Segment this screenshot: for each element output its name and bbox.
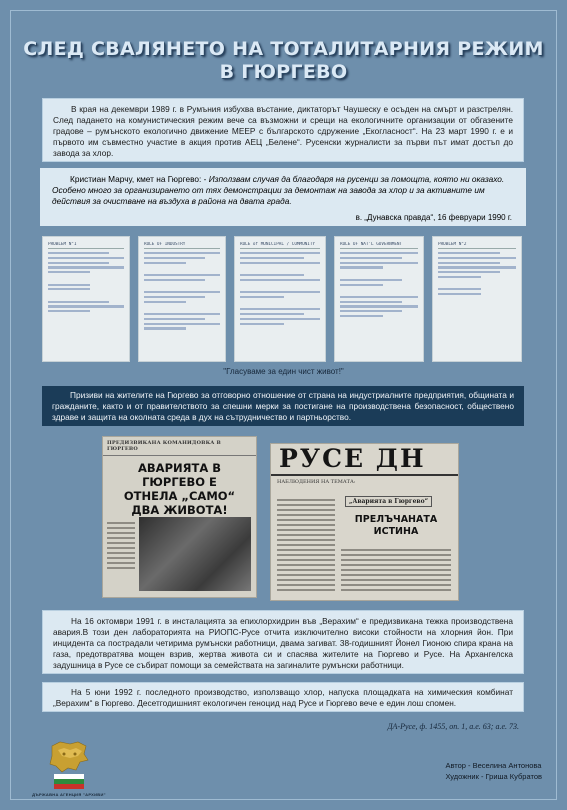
document-card [334,236,424,362]
archive-reference: ДА-Русе, ф. 1455, оп. 1, а.е. 63; а.е. 73. [387,722,519,731]
title-line-1: СЛЕД СВАЛЯНЕТО НА ТОТАЛИТАРНИЯ РЕЖИМ [23,38,544,60]
bulgarian-flag-icon [54,774,84,789]
closing-panel [42,682,524,712]
poster-title [20,38,547,84]
closing-text: На 5 юни 1992 г. последното производство, използващо хлор, напуска площадката на химическия комбинат „Верахим“ в Гюргево. Десетгодишният екологичен геноцид над Русе и Гюргево вече е един лош спомен. [53,687,513,708]
credits [445,760,542,782]
clipping-text-column [277,496,335,594]
quote-body [52,174,514,207]
newspaper-masthead: РУСЕ ДН [271,444,458,476]
clipping-headline-line: АВАРИЯТА В ГЮРГЕВО Е [138,461,221,489]
clipping-text-column [341,546,451,594]
intro-text: В края на декември 1989 г. в Румъния избухва въстание, диктаторът Чаушеску е осъден на смърт и разстрелян. След падането на комунистическия режим вече са възможни и срещи на екологичните организации от обгазените градове – румънското екологично движение МЕЕР с българското сдружение „Екогласност“. На 23 март 1990 г. е и първото им съвместно участие в акция против АЕЦ „Белене“. Русенски журналисти за първи път имат достъп до завода за хлор. [53,104,513,158]
intro-panel [42,98,524,162]
document-header: ROLE of MUNICIPAL / COMMUNITY [240,242,320,249]
document-header: PROBLEM N°2 [438,242,516,249]
newspaper-clipping-accident [102,436,257,598]
documents-caption: "Гласуваме за един чист живот!" [223,367,344,376]
clipping-subtitle: НАБЛЮДЕНИЯ НА ТЕМАТА: [277,479,356,485]
document-card [138,236,226,362]
clipping-headline-line: ОТНЕЛА „САМО“ [123,489,236,503]
document-card [432,236,522,362]
clipping-headline [341,514,451,538]
appeal-text: Призиви на жителите на Гюргево за отговорно отношение от страна на индустриалните предприятия, общината и гражданите, както и от правителството за спешни мерки за постигане на производствена безопасност, обществено здраве и защита на околната среда в дух на сътрудничество и партньорство. [52,390,514,422]
newspaper-clipping-ruse [270,443,459,601]
documents-row [0,236,567,362]
appeal-panel [42,386,524,426]
logo-text: ДЪРЖАВНА АГЕНЦИЯ "АРХИВИ" [32,792,106,797]
clipping-headline-line: ДВА ЖИВОТА! [131,503,228,517]
accident-text: На 16 октомври 1991 г. в инсталацията за епихлорхидрин във „Верахим“ е предизвикана тежка производствена авария.В този ден лабораторията на РИОПС-Русе отчита изключително високи стойности на хлорния йон. При инцидента са пострадали четирима румънски работници, двама загиват. 38-годишният Йонел Гионою спира крана на газа, предотвратява мощен взрив, жертва живота си и спасява жителите на Гюргево и Русе. На Архангелска задушница в Русе се събират помощи за семействата на загиналите румънски работници. [53,616,513,670]
clipping-header: ПРЕДИЗВИКАНА КОМАНИДОВКА В ГЮРГЕВО [103,437,256,456]
clipping-boxed-title: „Аварията в Гюргево“ [345,496,432,507]
document-card [42,236,130,362]
quote-panel [40,168,526,226]
clipping-headline [103,456,256,522]
document-card [234,236,326,362]
clipping-headline-line: ИСТИНА [373,526,419,537]
lion-crest-icon [50,742,88,772]
credit-author: Автор - Веселина Антонова [445,761,542,770]
document-header: ROLE OF NAT'L GOVERNMENT [340,242,418,249]
credit-artist: Художник - Гриша Кубратов [445,772,542,781]
quote-source: в. „Дунавска правда“, 16 февруари 1990 г. [355,213,512,222]
quote-text: Използвам случая да благодаря на русенци за помощта, която ни оказахо. Особено много за организирането от тях демонстрации за демонтаж на завода за хлор и за активните им действия за очистване на въздуха в района на двата града. [52,174,505,206]
quote-speaker: Кристиан Марчу, кмет на Гюргево: - [70,174,209,184]
clipping-text-column [107,519,135,572]
document-header: ROLE OF INDUSTRY [144,242,220,249]
archive-agency-logo [40,740,98,792]
title-line-2: В ГЮРГЕВО [219,61,348,83]
document-header: PROBLEM N°1 [48,242,124,249]
clipping-photo [139,517,251,591]
clipping-headline-line: ПРЕЛЪЧАНАТА [354,514,438,525]
accident-panel [42,610,524,674]
